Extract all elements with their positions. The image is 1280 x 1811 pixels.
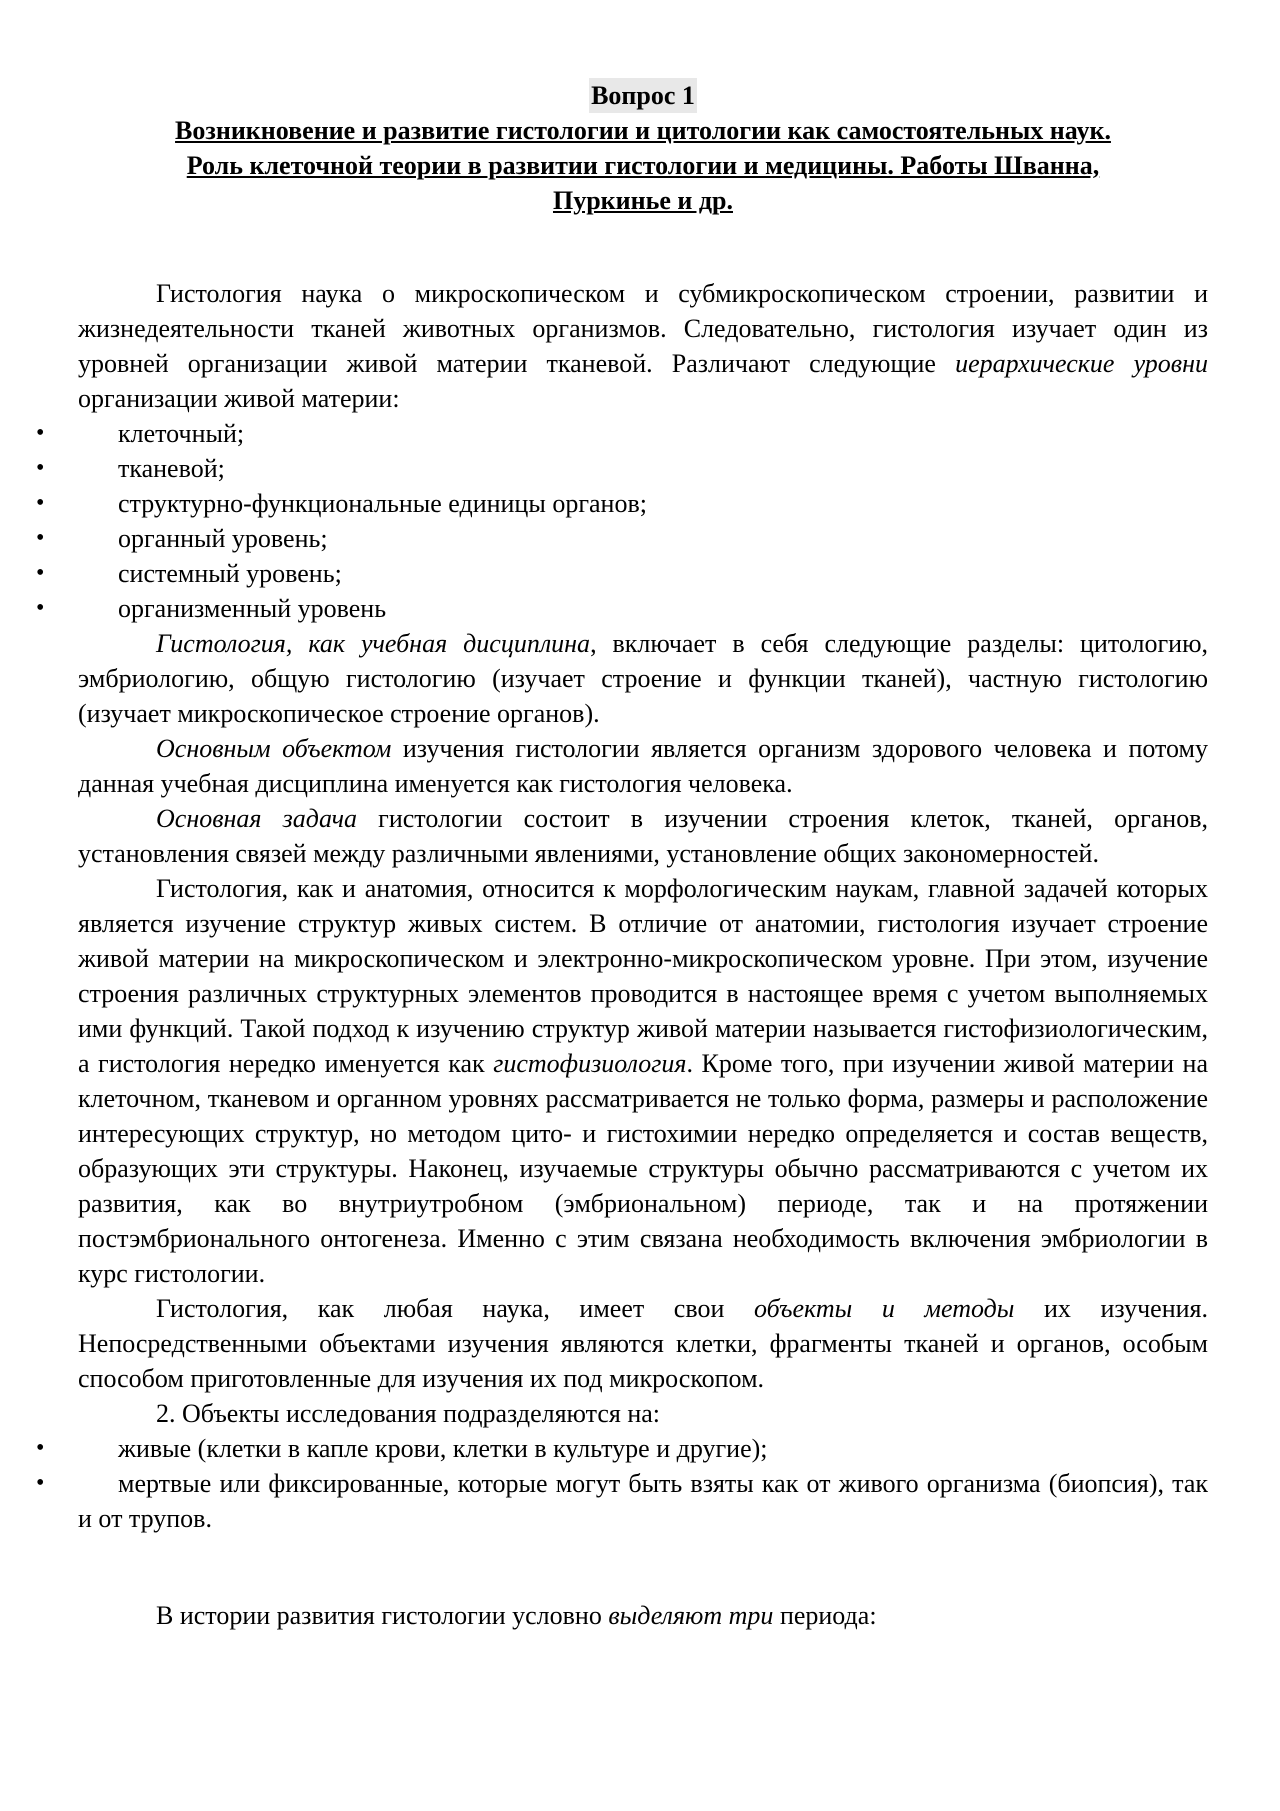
document-page [36,78,1209,1633]
bullet-icon: • [36,490,45,516]
list-item-text: мертвые или фиксированные, которые могут быть взяты как от живого организма (биопсия), так и от трупов. [78,1469,1208,1533]
document-body [36,276,1209,1633]
history-text-2: периода: [773,1601,877,1630]
object-text: изучения гистологии является организм здорового человека и потому данная учебная дисциплина именуется как гистология человека. [78,734,1208,798]
question-number: Вопрос 1 [589,78,697,113]
list-item [36,521,1208,556]
morphology-paragraph [78,871,1208,1291]
objects-italic: объекты и методы [753,1294,1015,1323]
list-item [36,1431,1208,1466]
intro-paragraph [78,276,1208,416]
task-italic: Основная задача [156,804,358,833]
object-italic: Основным объектом [156,734,392,763]
bullet-icon: • [36,1435,45,1461]
subdivision-list [36,1431,1208,1536]
heading-line-1: Возникновение и развитие гистологии и цитологии как самостоятельных наук. [175,116,1111,145]
list-item [36,556,1208,591]
subdivision-heading: 2. Объекты исследования подразделяются на: [156,1399,660,1428]
morph-text-1: Гистология, как и анатомия, относится к морфологическим наукам, главной задачей которых является изучение структур живых систем. В отличие от анатомии, гистология изучает строение живой материи на микроскопическом и электронно-микроскопическом уровне. При этом, изучение строения различных структурных элементов проводится в настоящее время с учетом выполняемых ими функций. Такой подход к изучению структур живой материи называется гистофизиологическим, а гистология нередко именуется как [78,874,1208,1078]
list-item-text: живые (клетки в капле крови, клетки в культуре и другие); [118,1434,768,1463]
bullet-icon: • [36,525,45,551]
discipline-text: , включает в себя следующие разделы: цитологию, эмбриологию, общую гистологию (изучает строение и функции тканей), частную гистологию (изучает микроскопическое строение органов). [78,629,1208,728]
bullet-icon: • [36,1470,45,1496]
list-item-text: органный уровень; [118,524,328,553]
list-item-text: организменный уровень [118,594,387,623]
intro-italic: иерархические уровни [955,349,1208,378]
objects-text-1: Гистология, как любая наука, имеет свои [156,1294,754,1323]
intro-text-1: Гистология наука о микроскопическом и субмикроскопическом строении, развитии и жизнедеятельности тканей животных организмов. Следовательно, гистология изучает один из уровней организации живой материи тканевой. Различают следующие [78,279,1208,378]
heading-line-3: Пуркинье и др. [552,186,733,215]
discipline-italic: Гистология, как учебная дисциплина [156,629,591,658]
task-text: гистологии состоит в изучении строения клеток, тканей, органов, установления связей между различными явлениями, установление общих закономерностей. [78,804,1209,868]
list-item [36,416,1208,451]
heading-line-2: Роль клеточной теории в развитии гистологии и медицины. Работы Шванна, [186,151,1100,180]
list-item-text: структурно-функциональные единицы органов; [118,489,647,518]
list-item-text: тканевой; [118,454,225,483]
morph-text-2: . Кроме того, при изучении живой материи на клеточном, тканевом и органном уровнях рассматривается не только форма, размеры и расположение интересующих структур, но методом цито- и гистохимии нередко определяется и состав веществ, образующих эти структуры. Наконец, изучаемые структуры обычно рассматриваются с учетом их развития, как во внутриутробном (эмбриональном) периоде, так и на протяжении постэмбрионального онтогенеза. Именно с этим связана необходимость включения эмбриологии в курс гистологии. [78,1049,1208,1288]
list-item [36,486,1208,521]
history-text-1: В истории развития гистологии условно [156,1601,609,1630]
morph-italic: гистофизиология [493,1049,687,1078]
spacer [78,1536,1208,1598]
levels-list [36,416,1208,626]
list-item-text: клеточный; [118,419,245,448]
intro-text-2: организации живой материи: [78,384,400,413]
document-heading [78,78,1208,218]
list-item-text: системный уровень; [118,559,342,588]
list-item [36,591,1208,626]
bullet-icon: • [36,420,45,446]
objects-paragraph [78,1291,1208,1396]
history-italic: выделяют три [608,1601,774,1630]
history-paragraph [78,1598,1208,1633]
task-paragraph [78,801,1208,871]
list-item [36,1466,1208,1536]
list-item [36,451,1208,486]
objects-text-2: их изучения. Непосредственными объектами изучения являются клетки, фрагменты тканей и органов, особым способом приготовленные для изучения их под микроскопом. [78,1294,1209,1393]
bullet-icon: • [36,560,45,586]
bullet-icon: • [36,455,45,481]
object-paragraph [78,731,1208,801]
discipline-paragraph [78,626,1208,731]
bullet-icon: • [36,595,45,621]
